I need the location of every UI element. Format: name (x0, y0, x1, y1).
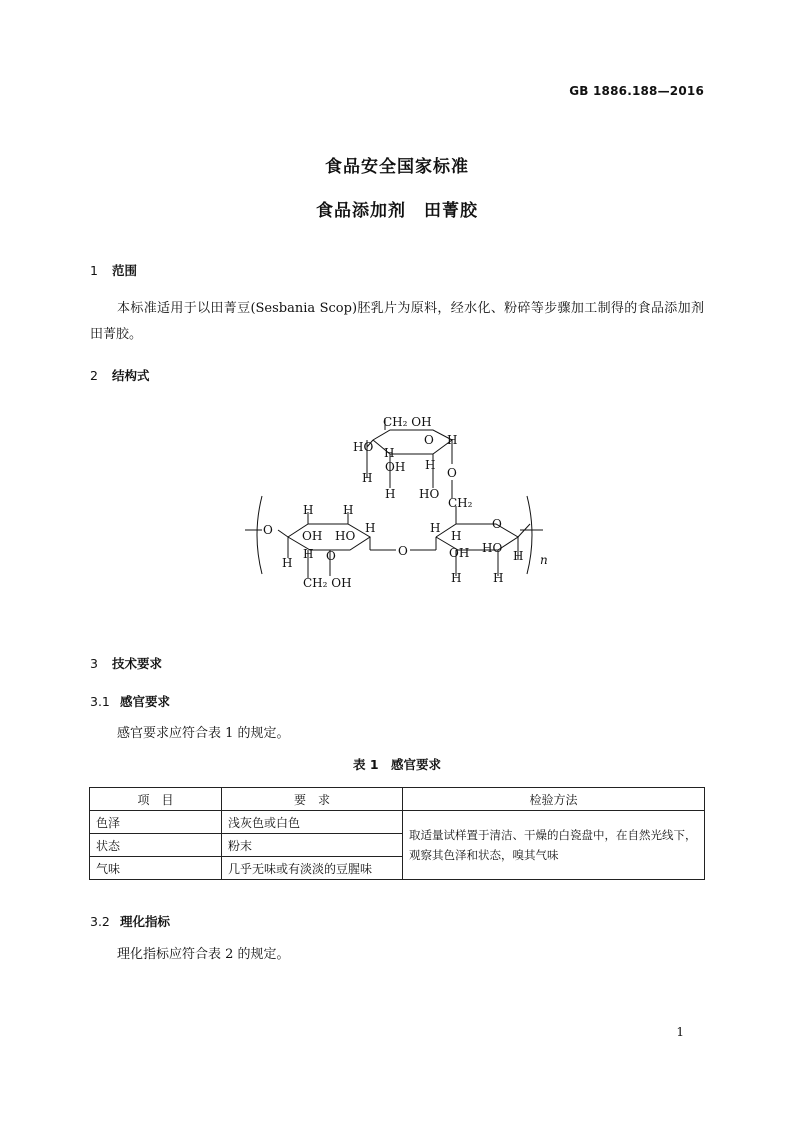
section-3-heading (90, 654, 162, 672)
cell-item: 状态 (90, 834, 222, 857)
document-title: 食品安全国家标准 (325, 157, 469, 177)
label-n: n (540, 553, 548, 567)
label-h: H (385, 487, 396, 501)
label-ho: HO (419, 487, 440, 501)
section-title: 范围 (112, 263, 138, 278)
cell-item: 气味 (90, 857, 222, 880)
label-o: O (263, 523, 273, 537)
sensory-requirements-table (89, 787, 705, 880)
section-3-1-heading (90, 692, 170, 710)
section-title: 结构式 (112, 368, 150, 383)
table-header-row (90, 788, 705, 811)
label-ch2oh-bottom: CH₂ OH (303, 576, 352, 590)
label-o: O (492, 517, 502, 531)
page-number: 1 (676, 1025, 684, 1039)
structural-formula (0, 400, 794, 600)
label-h: H (282, 556, 293, 570)
label-oh: OH (385, 460, 406, 474)
section-number: 2 (90, 368, 98, 383)
section-3-2-heading (90, 912, 170, 930)
label-h: H (451, 529, 462, 543)
cell-method: 取适量试样置于清洁、干燥的白瓷盘中，在自然光线下，观察其色泽和状态，嗅其气味 (403, 811, 705, 880)
section-title: 感官要求 (120, 694, 171, 709)
physchem-paragraph: 理化指标应符合表 2 的规定。 (117, 947, 290, 962)
label-ho: HO (482, 541, 503, 555)
label-h: H (430, 521, 441, 535)
standard-code: GB 1886.188—2016 (569, 84, 704, 98)
cell-requirement: 粉末 (222, 834, 403, 857)
section-1-heading (90, 261, 137, 279)
label-o: O (326, 549, 336, 563)
section-number: 3 (90, 656, 98, 671)
header-method: 检验方法 (403, 788, 705, 811)
label-o: O (447, 466, 457, 480)
label-oh: OH (302, 529, 323, 543)
section-number: 1 (90, 263, 98, 278)
label-h: H (425, 458, 436, 472)
label-h: H (513, 549, 524, 563)
scope-paragraph: 本标准适用于以田菁豆(Sesbania Scop)胚乳片为原料，经水化、粉碎等步骤加工制得的食品添加剂田菁胶。 (90, 301, 704, 342)
table-1-caption: 表 1 感官要求 (352, 757, 442, 772)
section-title: 理化指标 (120, 914, 171, 929)
section-number: 3.2 (90, 914, 110, 929)
label-h: H (362, 471, 373, 485)
label-h: H (493, 571, 504, 585)
section-title: 技术要求 (112, 656, 163, 671)
label-ch2: CH₂ (448, 496, 473, 510)
label-ho: HO (335, 529, 356, 543)
label-oh: OH (449, 546, 470, 560)
label-h: H (343, 503, 354, 517)
label-ho: HO (353, 440, 374, 454)
label-h: H (384, 446, 395, 460)
label-o-linkage: O (398, 544, 408, 558)
label-h: H (303, 547, 314, 561)
cell-item: 色泽 (90, 811, 222, 834)
table-row (90, 811, 705, 834)
cell-requirement: 几乎无味或有淡淡的豆腥味 (222, 857, 403, 880)
document-subtitle: 食品添加剂 田菁胶 (316, 201, 478, 221)
label-h: H (451, 571, 462, 585)
label-o: O (424, 433, 434, 447)
section-2-heading (90, 366, 150, 384)
label-h: H (365, 521, 376, 535)
header-item: 项 目 (90, 788, 222, 811)
header-requirement: 要 求 (222, 788, 403, 811)
section-number: 3.1 (90, 694, 110, 709)
label-h: H (303, 503, 314, 517)
label-ch2oh-top: CH₂ OH (383, 415, 432, 429)
sensory-paragraph: 感官要求应符合表 1 的规定。 (117, 726, 290, 741)
label-h: H (447, 433, 458, 447)
cell-requirement: 浅灰色或白色 (222, 811, 403, 834)
